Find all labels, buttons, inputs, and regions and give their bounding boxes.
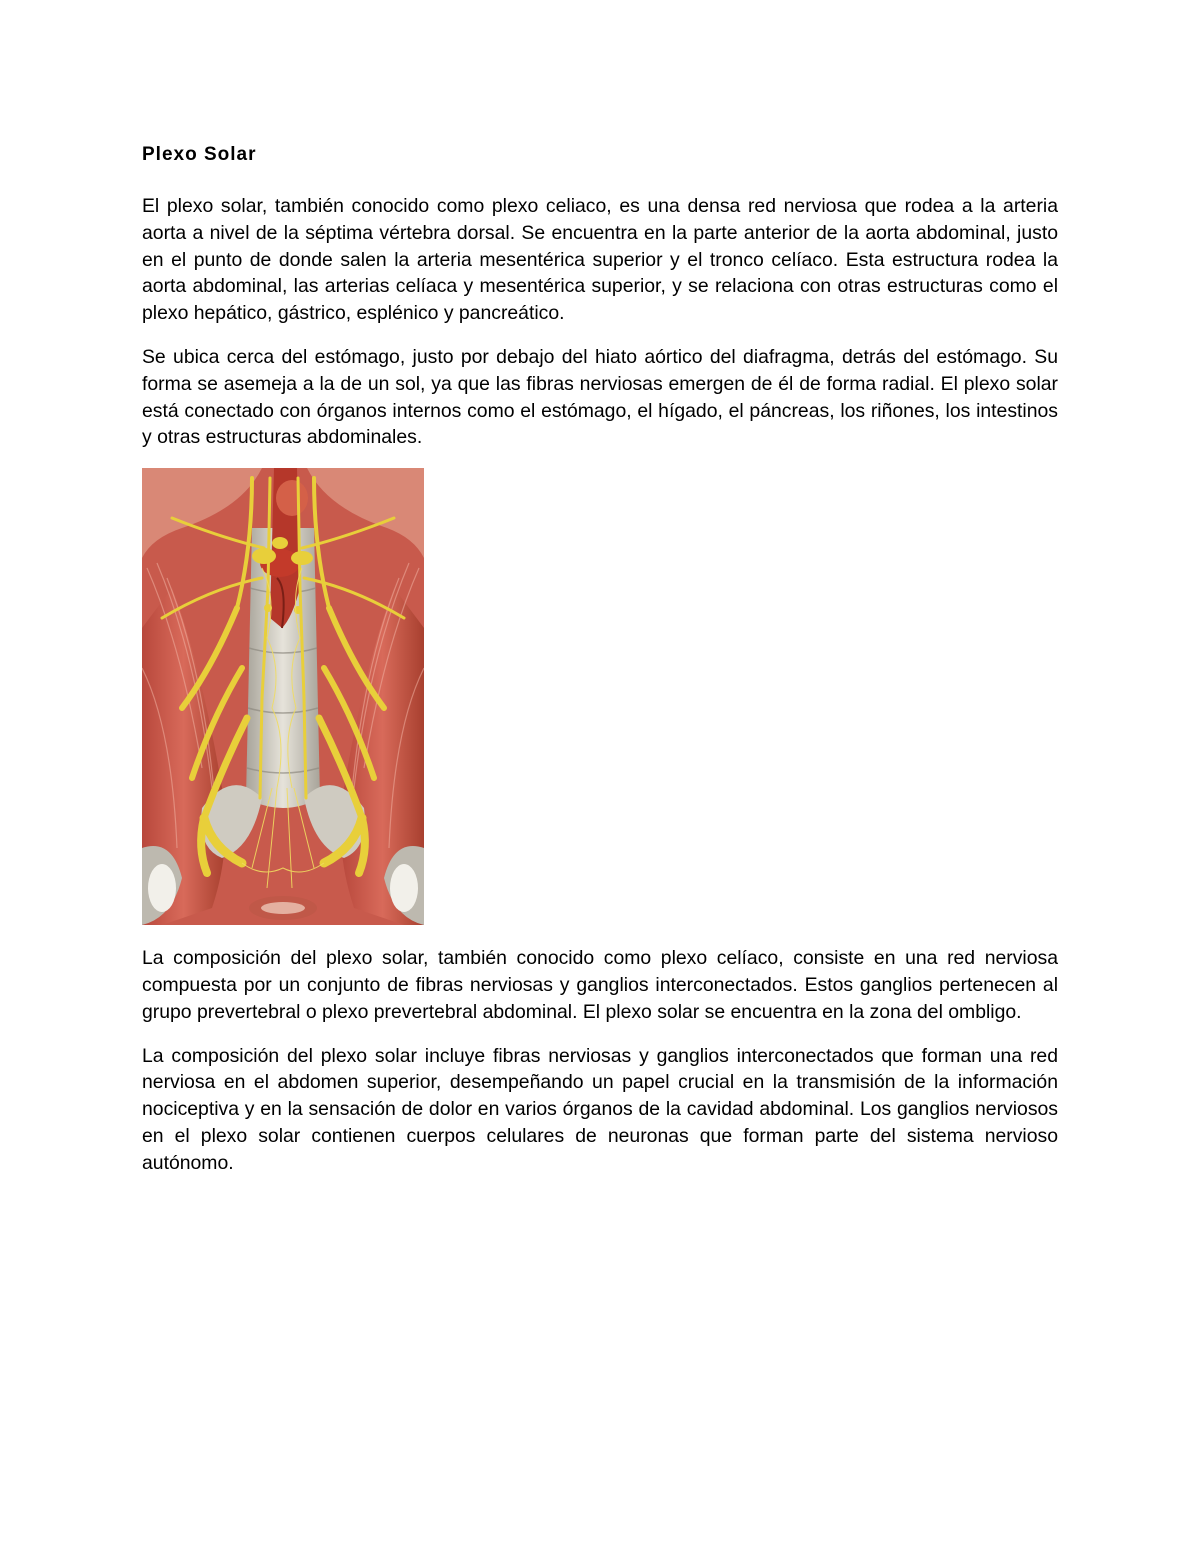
document-page	[142, 142, 1058, 1194]
paragraph-3: La composición del plexo solar, también conocido como plexo celíaco, consiste en una red nerviosa compuesta por un conjunto de fibras nerviosas y ganglios interconectados. Estos ganglios pertenecen al grupo prevertebral o plexo prevertebral abdominal. El plexo solar se encuentra en la zona del ombligo.	[142, 947, 1058, 1023]
paragraph-2: Se ubica cerca del estómago, justo por debajo del hiato aórtico del diafragma, detrás del estómago. Su forma se asemeja a la de un sol, ya que las fibras nerviosas emergen de él de forma radial. El plexo solar está conectado con órganos internos como el estómago, el hígado, el páncreas, los riñones, los intestinos y otras estructuras abdominales.	[142, 345, 1058, 449]
solar-plexus-anatomy-image	[142, 468, 424, 925]
paragraph-1: El plexo solar, también conocido como plexo celiaco, es una densa red nerviosa que rodea a la arteria aorta a nivel de la séptima vértebra dorsal. Se encuentra en la parte anterior de la aorta abdominal, justo en el punto de donde salen la arteria mesentérica superior y el tronco celíaco. Esta estructura rodea la aorta abdominal, las arterias celíaca y mesentérica superior, y se relaciona con otras estructuras como el plexo hepático, gástrico, esplénico y pancreático.	[142, 195, 1058, 325]
document-title: Plexo Solar	[142, 144, 257, 165]
anatomy-illustration-icon	[142, 468, 424, 925]
paragraph-4: La composición del plexo solar incluye fibras nerviosas y ganglios interconectados que forman una red nerviosa en el abdomen superior, desempeñando un papel crucial en la transmisión de la información nociceptiva y en la sensación de dolor en varios órganos de la cavidad abdominal. Los ganglios nerviosos en el plexo solar contienen cuerpos celulares de neuronas que forman parte del sistema nervioso autónomo.	[142, 1044, 1058, 1174]
